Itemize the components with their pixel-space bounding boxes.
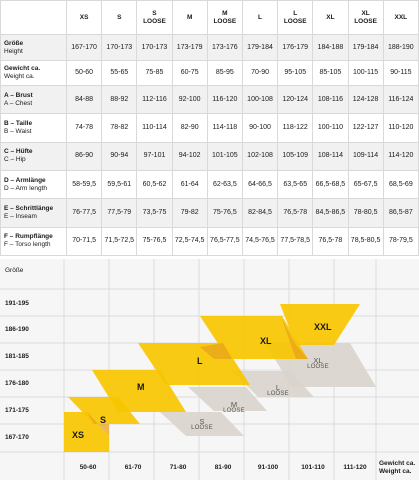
fit-chart (0, 259, 419, 480)
label-l-loose: L LOOSE (267, 383, 289, 397)
table-cell: 92-100 (172, 85, 207, 113)
table-cell: 105-109 (278, 142, 313, 170)
row-label (1, 142, 67, 170)
col-s: S (102, 1, 137, 35)
x-axis-title: Gewicht ca. (379, 460, 416, 467)
row-label-en: Weight ca. (4, 72, 35, 80)
table-cell: 74-78 (67, 114, 102, 142)
table-cell: 76,5-78 (278, 199, 313, 227)
table-row (1, 114, 419, 142)
table-cell: 170-173 (102, 35, 137, 60)
table-cell: 110-114 (137, 114, 172, 142)
table-cell: 108-114 (313, 142, 348, 170)
table-row (1, 227, 419, 255)
x-tick: 71-80 (169, 464, 187, 471)
table-cell: 94-102 (172, 142, 207, 170)
table-cell: 68,5-69 (383, 170, 418, 198)
label-xxl: XXL (314, 322, 332, 332)
table-cell: 173-179 (172, 35, 207, 60)
label-m-loose: M LOOSE (223, 400, 245, 414)
table-row (1, 199, 419, 227)
table-cell: 188-190 (383, 35, 418, 60)
row-label-de: A – Brust (4, 91, 33, 99)
table-cell: 73,5-75 (137, 199, 172, 227)
table-cell: 84,5-86,5 (313, 199, 348, 227)
row-label-en: D – Arm length (4, 184, 47, 192)
table-cell: 82-90 (172, 114, 207, 142)
fit-chart-svg (0, 259, 419, 480)
row-label-de: Gewicht ca. (4, 64, 41, 72)
row-label (1, 227, 67, 255)
table-cell: 100-110 (313, 114, 348, 142)
label-xl: XL (260, 336, 272, 346)
table-cell: 78-82 (102, 114, 137, 142)
table-cell: 110-120 (383, 114, 418, 142)
table-cell: 60,5-62 (137, 170, 172, 198)
table-cell: 74,5-76,5 (242, 227, 277, 255)
row-label-en: F – Torso length (4, 241, 51, 249)
table-row (1, 85, 419, 113)
label-s-loose: S LOOSE (191, 417, 213, 431)
table-cell: 66,5-68,5 (313, 170, 348, 198)
table-row (1, 170, 419, 198)
table-cell: 50-60 (67, 60, 102, 85)
y-tick: 176-180 (5, 380, 29, 387)
table-cell: 120-124 (278, 85, 313, 113)
table-cell: 101-105 (207, 142, 242, 170)
table-cell: 167-170 (67, 35, 102, 60)
table-cell: 75-76,5 (207, 199, 242, 227)
table-cell: 76,5-77,5 (207, 227, 242, 255)
table-cell: 70-90 (242, 60, 277, 85)
table-cell: 60-75 (172, 60, 207, 85)
table-cell: 118-122 (278, 114, 313, 142)
table-cell: 78,5-80,5 (348, 227, 383, 255)
table-cell: 184-188 (313, 35, 348, 60)
row-label-de: C – Hüfte (4, 148, 33, 156)
table-cell: 61-64 (172, 170, 207, 198)
label-l: L (197, 356, 203, 366)
table-cell: 109-114 (348, 142, 383, 170)
table-cell: 97-101 (137, 142, 172, 170)
table-cell: 95-105 (278, 60, 313, 85)
table-cell: 124-128 (348, 85, 383, 113)
table-cell: 78-79,5 (383, 227, 418, 255)
table-cell: 55-65 (102, 60, 137, 85)
table-cell: 90-100 (242, 114, 277, 142)
table-cell: 78-80,5 (348, 199, 383, 227)
table-cell: 90-94 (102, 142, 137, 170)
table-cell: 85-95 (207, 60, 242, 85)
table-cell: 122-127 (348, 114, 383, 142)
table-cell: 62-63,5 (207, 170, 242, 198)
table-cell: 173-176 (207, 35, 242, 60)
table-cell: 179-184 (348, 35, 383, 60)
table-cell: 84-88 (67, 85, 102, 113)
row-label (1, 170, 67, 198)
x-tick: 111-120 (343, 464, 367, 471)
y-tick: 167-170 (5, 434, 29, 441)
x-tick: 50-60 (79, 464, 97, 471)
col-xl: XL (313, 1, 348, 35)
table-cell: 170-173 (137, 35, 172, 60)
size-table-header (1, 1, 419, 35)
row-label (1, 85, 67, 113)
label-xl-loose: XL LOOSE (307, 356, 329, 370)
row-label-de: F – Rumpflänge (4, 233, 53, 241)
row-label-en: E – Inseam (4, 212, 37, 220)
header-corner (1, 1, 67, 35)
row-label-de: Größe (4, 39, 24, 47)
row-label (1, 35, 67, 60)
col-l: L (242, 1, 277, 35)
table-cell: 59,5-61 (102, 170, 137, 198)
x-tick: 101-110 (301, 464, 325, 471)
table-cell: 63,5-65 (278, 170, 313, 198)
row-label-de: D – Armlänge (4, 176, 46, 184)
table-cell: 114-118 (207, 114, 242, 142)
row-label-de: E – Schrittlänge (4, 204, 54, 212)
x-tick: 81-90 (214, 464, 232, 471)
table-cell: 116-124 (383, 85, 418, 113)
table-cell: 76-77,5 (67, 199, 102, 227)
table-cell: 86,5-87 (383, 199, 418, 227)
label-s: S (100, 415, 107, 425)
y-tick: 171-175 (5, 407, 29, 414)
table-cell: 76,5-78 (313, 227, 348, 255)
col-xs: XS (67, 1, 102, 35)
row-label (1, 114, 67, 142)
table-cell: 71,5-72,5 (102, 227, 137, 255)
table-row (1, 60, 419, 85)
row-label (1, 199, 67, 227)
table-cell: 114-120 (383, 142, 418, 170)
table-cell: 108-116 (313, 85, 348, 113)
table-cell: 77,5-78,5 (278, 227, 313, 255)
table-cell: 70-71,5 (67, 227, 102, 255)
col-xxl: XXL (383, 1, 418, 35)
table-cell: 88-92 (102, 85, 137, 113)
x-tick: 61-70 (124, 464, 142, 471)
y-tick: 191-195 (5, 300, 29, 307)
table-cell: 116-120 (207, 85, 242, 113)
table-cell: 100-115 (348, 60, 383, 85)
table-cell: 90-115 (383, 60, 418, 85)
table-cell: 75-76,5 (137, 227, 172, 255)
col-m: M (172, 1, 207, 35)
table-cell: 179-184 (242, 35, 277, 60)
size-table-body (1, 35, 419, 256)
table-cell: 176-179 (278, 35, 313, 60)
y-axis-title: Größe (5, 267, 24, 274)
col-m-loose: M LOOSE (207, 1, 242, 35)
col-s-loose: S LOOSE (137, 1, 172, 35)
row-label-en: C – Hip (4, 156, 26, 164)
table-cell: 86-90 (67, 142, 102, 170)
row-label-en: A – Chest (4, 99, 33, 107)
x-axis-subtitle: Weight ca. (379, 468, 412, 475)
table-cell: 112-116 (137, 85, 172, 113)
table-cell: 58-59,5 (67, 170, 102, 198)
label-xs: XS (72, 430, 85, 440)
table-cell: 102-108 (242, 142, 277, 170)
y-tick: 181-185 (5, 353, 29, 360)
row-label-en: B – Waist (4, 127, 32, 135)
table-cell: 85-105 (313, 60, 348, 85)
row-label (1, 60, 67, 85)
table-cell: 77,5-79 (102, 199, 137, 227)
table-cell: 100-108 (242, 85, 277, 113)
table-cell: 82-84,5 (242, 199, 277, 227)
row-label-en: Height (4, 47, 23, 55)
table-cell: 75-85 (137, 60, 172, 85)
table-row (1, 35, 419, 60)
table-cell: 65-67,5 (348, 170, 383, 198)
table-row (1, 142, 419, 170)
table-cell: 64-66,5 (242, 170, 277, 198)
col-l-loose: L LOOSE (278, 1, 313, 35)
col-xl-loose: XL LOOSE (348, 1, 383, 35)
table-cell: 72,5-74,5 (172, 227, 207, 255)
label-m: M (137, 382, 145, 392)
x-tick: 91-100 (257, 464, 279, 471)
table-cell: 79-82 (172, 199, 207, 227)
row-label-de: B – Taille (4, 119, 33, 127)
y-tick: 186-190 (5, 326, 29, 333)
